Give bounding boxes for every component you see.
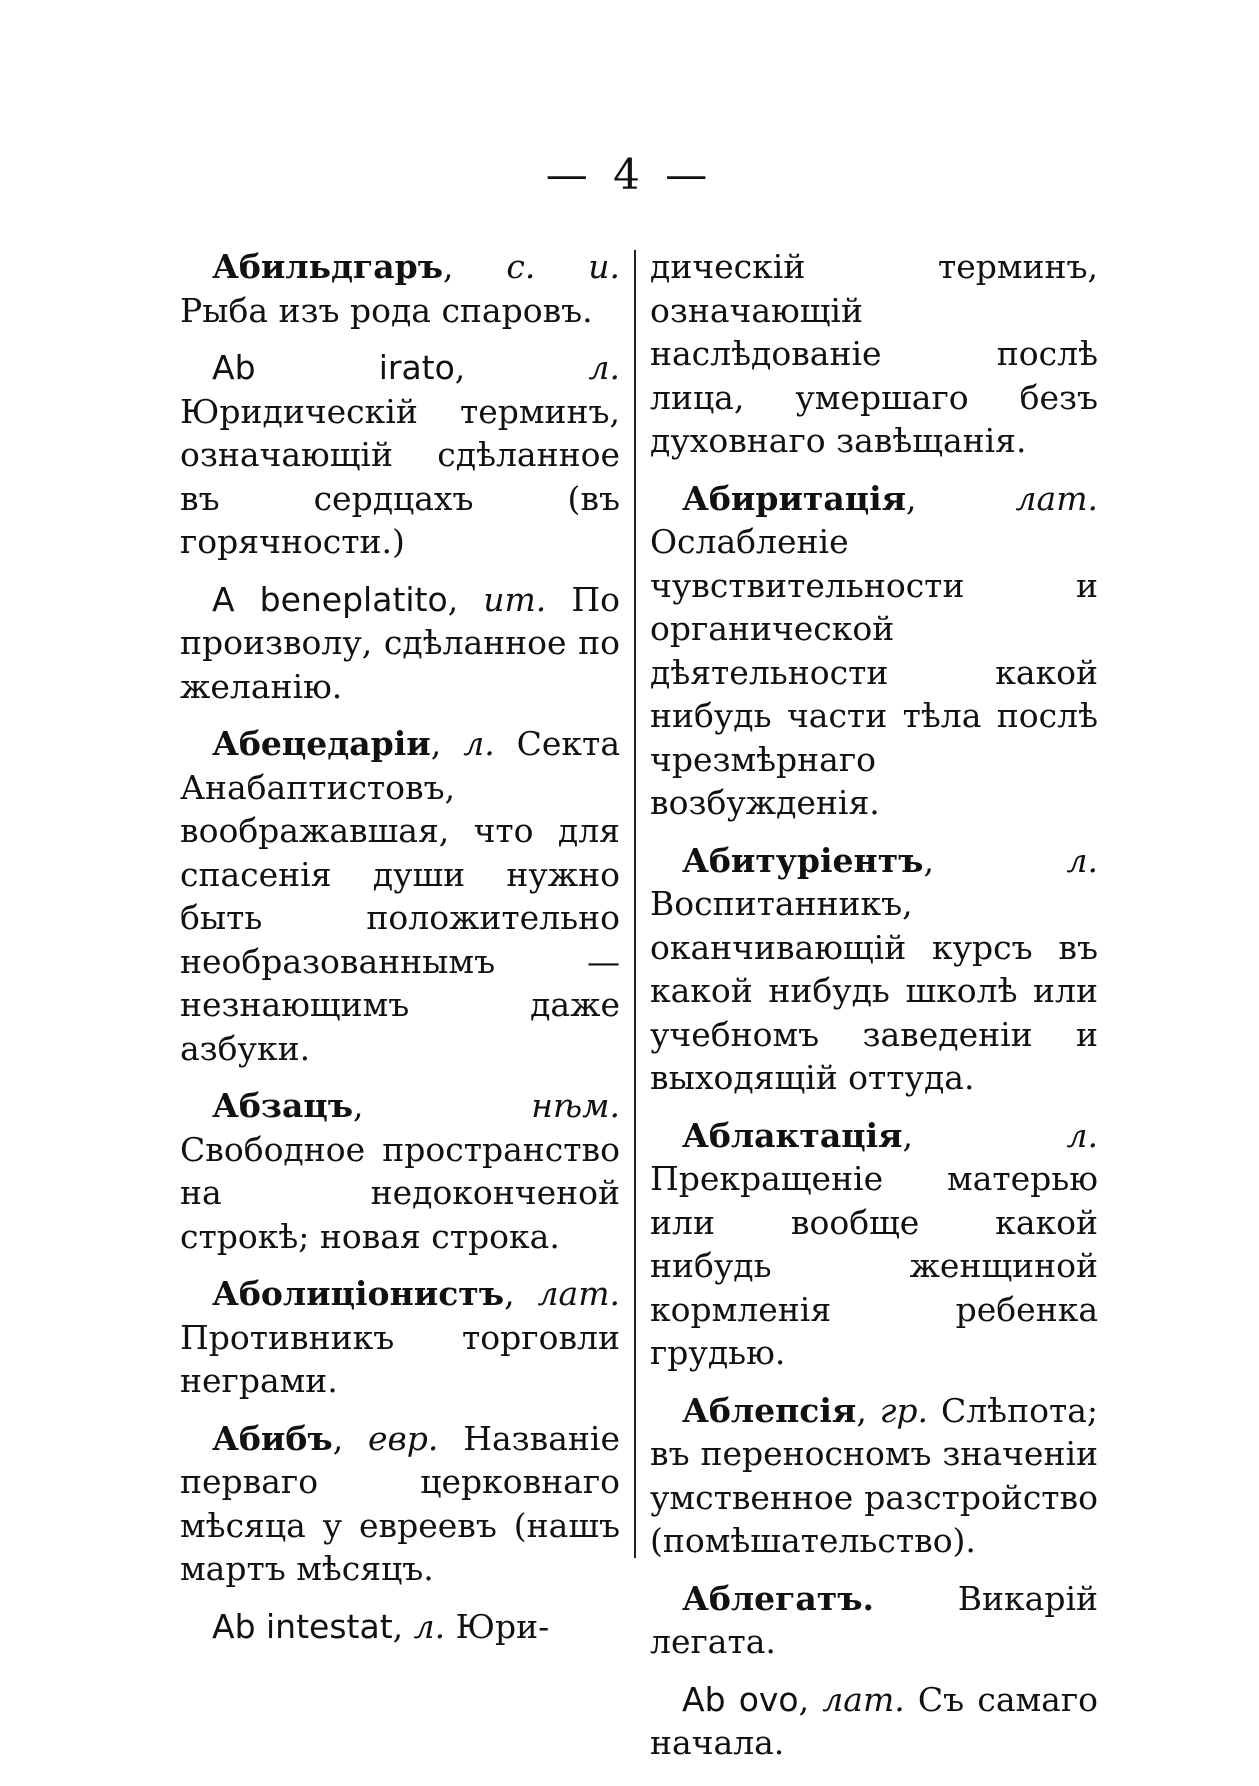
entry: Аболиціонистъ, лат. Противникъ торговли неграми.: [180, 1274, 620, 1400]
definition: Рыба изъ рода спаровъ.: [180, 290, 593, 330]
headword: Абитуріентъ: [682, 840, 924, 880]
abbreviation: гр.: [879, 1390, 929, 1430]
abbreviation: лат.: [1015, 478, 1098, 518]
headword: Ab ovo: [682, 1679, 799, 1719]
definition: Секта Анабаптистовъ, воображавшая, что для спасенія души нужно быть положительно необразованнымъ — незнающимъ даже азбуки.: [180, 724, 620, 1068]
entry: Абитуріентъ, л. Воспитанникъ, оканчивающій курсъ въ какой нибудь школѣ или учебномъ заведеніи и выходящій оттуда.: [650, 840, 1098, 1097]
definition: Противникъ торговли неграми.: [180, 1317, 620, 1400]
abbreviation: л.: [463, 724, 495, 763]
abbreviation: л.: [1066, 1115, 1098, 1155]
abbreviation: лат.: [537, 1274, 620, 1313]
entry: Ab intestat, л. Юри-: [212, 1606, 550, 1646]
definition: По произволу, сдѣланное по желанію.: [180, 579, 621, 706]
abbreviation: л.: [1066, 840, 1098, 880]
entry: Аблепсія, гр. Слѣпота; въ переносномъ значеніи умственное разстройство (помѣшательство).: [650, 1390, 1098, 1560]
abbreviation: евр.: [368, 1418, 439, 1458]
definition: Съ самаго начала.: [650, 1679, 1098, 1762]
entry: A beneplatito, ит. По произволу, сдѣланное по желанію.: [180, 579, 621, 706]
page-number: — 4 —: [545, 150, 714, 199]
column-right: [650, 245, 1098, 1779]
definition: Свободное пространство на недоконченой строкѣ; новая строка.: [180, 1129, 620, 1256]
abbreviation: ит.: [483, 579, 547, 619]
definition: Викарій легата.: [650, 1578, 1098, 1661]
entry-continuation: [650, 245, 1098, 463]
abbreviation: с. и.: [506, 247, 620, 286]
abbreviation: нѣм.: [531, 1086, 620, 1125]
headword: Абильдгаръ: [212, 247, 444, 286]
entry: [650, 1577, 1098, 1664]
headword: A beneplatito: [212, 579, 448, 619]
column-left: [180, 245, 620, 1662]
definition: Юридическій терминъ, означающій сдѣланное въ сердцахъ (въ горячности.): [180, 391, 620, 561]
entry: Абильдгаръ, с. и. Рыба изъ рода спаровъ.: [180, 247, 620, 330]
definition: Воспитанникъ, оканчивающій курсъ въ какой нибудь школѣ или учебномъ заведеніи и выходящій оттуда.: [650, 884, 1098, 1097]
entry: Абиритація, лат. Ослабленіе чувствительности и органической дѣятельности какой нибудь части тѣла послѣ чрезмѣрнаго возбужденія.: [650, 478, 1098, 822]
definition: Юри-: [455, 1606, 550, 1646]
entry: Абибъ, евр. Названіе перваго церковнаго мѣсяца у евреевъ (нашъ мартъ мѣсяцъ.: [180, 1418, 620, 1588]
abbreviation: л.: [588, 348, 620, 387]
headword: Ab intestat: [212, 1606, 393, 1646]
entry: Аблактація, л. Прекращеніе матерью или вообще какой нибудь женщиной кормленія ребенка грудью.: [650, 1115, 1098, 1372]
headword: Абибъ: [212, 1418, 333, 1458]
column-rule: [634, 250, 636, 1558]
headword: Абецедаріи: [212, 724, 431, 763]
definition: Прекращеніе матерью или вообще какой нибудь женщиной кормленія ребенка грудью.: [650, 1159, 1098, 1372]
definition: дическій терминъ, означающій наслѣдованіе послѣ лица, умершаго безъ духовнаго завѣщанія.: [650, 247, 1098, 460]
definition: Слѣпота; въ переносномъ значеніи умственное разстройство (помѣшательство).: [650, 1390, 1098, 1560]
abbreviation: л.: [413, 1606, 446, 1646]
headword: Аблепсія: [682, 1390, 857, 1430]
headword: Абзацъ: [212, 1086, 354, 1125]
entry: Ab ovo, лат. Съ самаго начала.: [650, 1679, 1098, 1762]
entry: Абецедаріи, л. Секта Анабаптистовъ, воображавшая, что для спасенія души нужно быть положительно необразованнымъ — незнающимъ даже азбуки.: [180, 724, 620, 1068]
definition: Названіе перваго церковнаго мѣсяца у евреевъ (нашъ мартъ мѣсяцъ.: [180, 1418, 620, 1588]
abbreviation: лат.: [822, 1679, 905, 1719]
headword: Ab irato: [212, 348, 455, 387]
headword: Аблегатъ.: [682, 1578, 875, 1618]
entry: Абзацъ, нѣм. Свободное пространство на недоконченой строкѣ; новая строка.: [180, 1086, 620, 1256]
headword: Аблактація: [682, 1115, 903, 1155]
definition: Ослабленіе чувствительности и органической дѣятельности какой нибудь части тѣла послѣ чрезмѣрнаго возбужденія.: [650, 522, 1098, 822]
entry: Ab irato, л. Юридическій терминъ, означающій сдѣланное въ сердцахъ (въ горячности.): [180, 348, 620, 561]
headword: Аболиціонистъ: [212, 1274, 505, 1313]
headword: Абиритація: [682, 478, 907, 518]
